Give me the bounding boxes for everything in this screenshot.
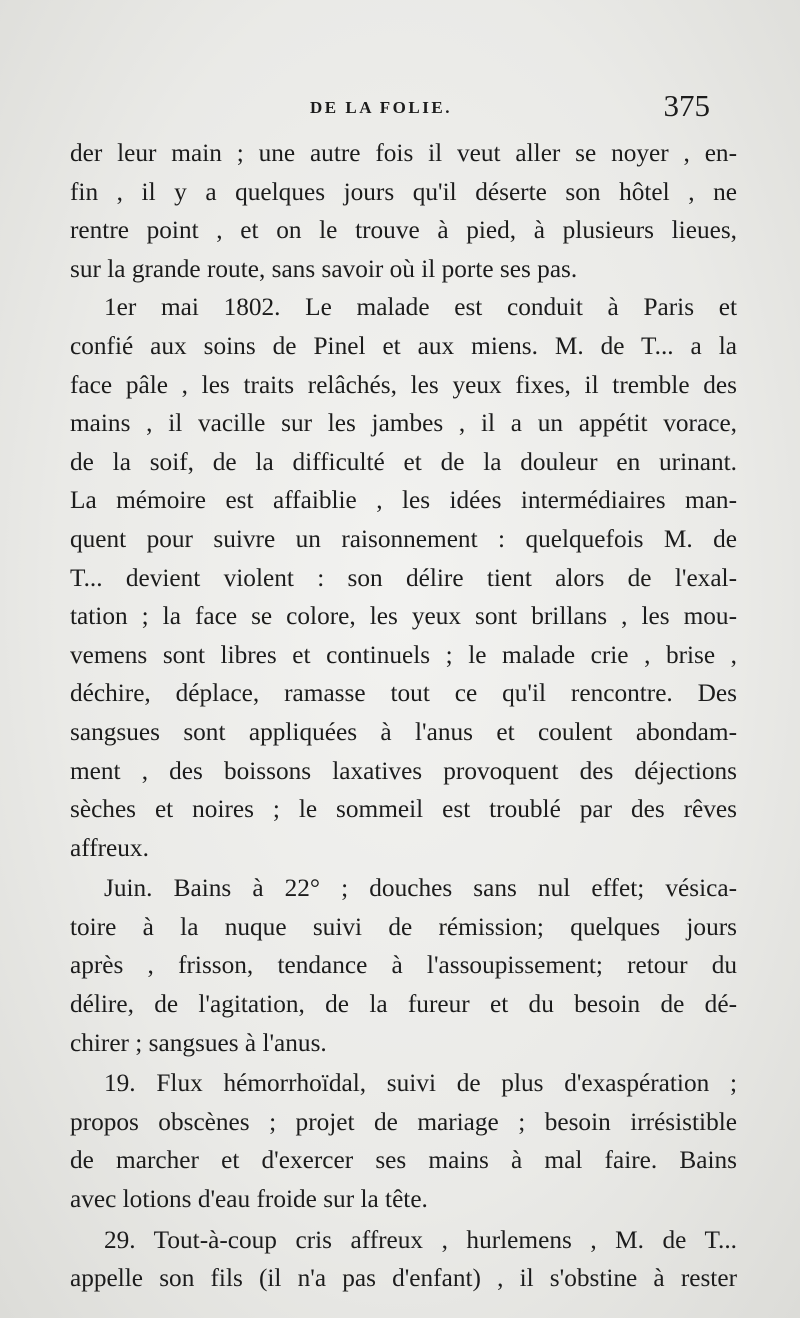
- running-head: DE LA FOLIE.: [310, 98, 452, 117]
- text-line: propos obscènes ; projet de mariage ; besoin irrésistible: [70, 1107, 737, 1136]
- page-number: 375: [663, 88, 710, 123]
- text-line: délire, de l'agitation, de la fureur et du besoin de dé-: [70, 990, 737, 1019]
- text-line: fin , il y a quelques jours qu'il déserte son hôtel , ne: [70, 177, 737, 206]
- text-line: mains , il vacille sur les jambes , il a un appétit vorace,: [70, 409, 737, 438]
- body-text: [70, 134, 737, 1298]
- text-line: sèches et noires ; le sommeil est troublé par des rêves: [70, 795, 737, 824]
- text-line: Juin. Bains à 22° ; douches sans nul effet; vésica-: [104, 874, 737, 903]
- text-line: rentre point , et on le trouve à pied, à plusieurs lieues,: [70, 216, 737, 245]
- text-line: sur la grande route, sans savoir où il porte ses pas.: [70, 254, 578, 283]
- text-line: 19. Flux hémorrhoïdal, suivi de plus d'exaspération ;: [104, 1069, 737, 1098]
- text-line: de la soif, de la difficulté et de la douleur en urinant.: [70, 447, 737, 476]
- text-line: 1er mai 1802. Le malade est conduit à Paris et: [104, 293, 737, 322]
- text-line: sangsues sont appliquées à l'anus et coulent abondam-: [70, 717, 737, 746]
- text-line: ment , des boissons laxatives provoquent des déjections: [70, 756, 737, 785]
- text-line: avec lotions d'eau froide sur la tête.: [70, 1185, 428, 1214]
- text-line: tation ; la face se colore, les yeux sont brillans , les mou-: [70, 602, 737, 631]
- text-line: de marcher et d'exercer ses mains à mal faire. Bains: [70, 1146, 737, 1175]
- text-line: toire à la nuque suivi de rémission; quelques jours: [70, 912, 737, 941]
- text-line: affreux.: [70, 833, 149, 862]
- page-header: [62, 88, 712, 128]
- text-line: der leur main ; une autre fois il veut aller se noyer , en-: [70, 139, 737, 167]
- text-line: appelle son fils (il n'a pas d'enfant) , il s'obstine à rester: [70, 1264, 737, 1293]
- text-line: T... devient violent : son délire tient alors de l'exal-: [70, 563, 737, 592]
- text-line: chirer ; sangsues à l'anus.: [70, 1028, 327, 1057]
- text-line: vemens sont libres et continuels ; le malade crie , brise ,: [70, 640, 737, 669]
- text-line: La mémoire est affaiblie , les idées intermédiaires man-: [70, 486, 737, 515]
- text-line: déchire, déplace, ramasse tout ce qu'il rencontre. Des: [70, 679, 737, 708]
- text-line: 29. Tout-à-coup cris affreux , hurlemens , M. de T...: [104, 1225, 737, 1254]
- text-line: quent pour suivre un raisonnement : quelquefois M. de: [70, 524, 737, 553]
- text-line: confié aux soins de Pinel et aux miens. M. de T... a la: [70, 331, 737, 360]
- text-line: face pâle , les traits relâchés, les yeux fixes, il tremble des: [70, 370, 737, 399]
- text-line: après , frisson, tendance à l'assoupissement; retour du: [70, 951, 737, 980]
